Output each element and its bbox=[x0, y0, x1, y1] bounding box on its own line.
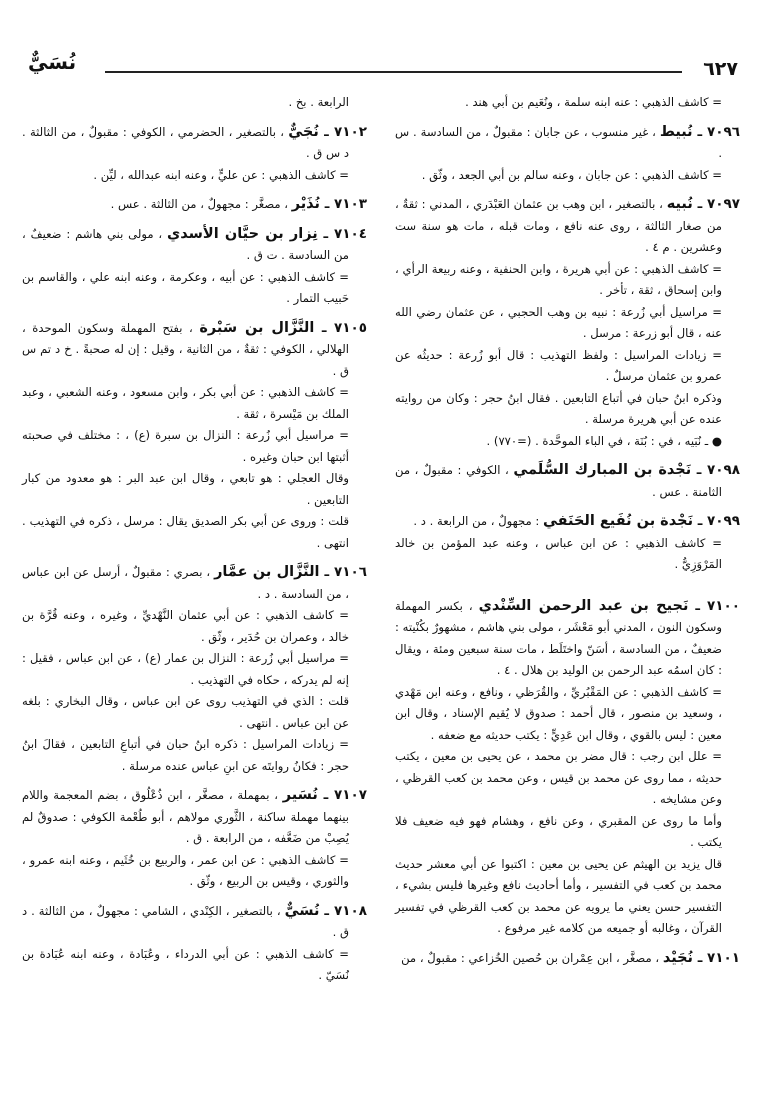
entry-number: ٧١٠٠ ـ bbox=[688, 597, 741, 614]
page-number: ٦٢٧ bbox=[703, 58, 738, 80]
entry-name: نُبيه bbox=[666, 196, 693, 212]
biography-entry bbox=[22, 122, 367, 165]
entry-number: ٧٠٩٨ ـ bbox=[691, 462, 740, 478]
entry-number: ٧١٠٢ ـ bbox=[318, 123, 367, 140]
entry-text: ، مصغَّر ، ابن عِمْران بن حُصين الخُزاعي : مقبولٌ ، من bbox=[401, 950, 663, 965]
entry-name: نُجَيْد bbox=[662, 949, 694, 966]
source-note: = كاشف الذهبي : عنه ابنه سلمة ، ونُعَيم بن أبي هند . bbox=[465, 95, 722, 109]
source-note: = كاشف الذهبي : عن أبي الدرداء ، وعُبَادة ، وعنه ابنه عُبَادة بن نُسَيّ . bbox=[22, 946, 349, 982]
entry-name: نِزار بن حيَّان الأسدي bbox=[166, 225, 318, 242]
entry-text: ، غير منسوب ، عن جابان : مقبولٌ ، من السادسة . س . bbox=[395, 124, 722, 160]
biography-entry bbox=[22, 785, 367, 850]
biography-entry bbox=[395, 948, 740, 970]
biography-entry bbox=[22, 224, 367, 267]
entry-name: نُذَيْر bbox=[291, 196, 321, 212]
source-note: = كاشف الذهبي : عن ابن عباس ، وعنه عبد المؤمن بن خالد المَرْوَزِيُّ . bbox=[395, 535, 722, 571]
biography-entry bbox=[395, 460, 740, 503]
source-note: = مراسيل أبي زُرعة : النزال بن عمار (ع) ، عن ابن عباس ، فقيل : إنه لم يدركه ، حكاه في التهذيب . bbox=[22, 651, 349, 687]
source-note: = كاشف الذهبي : عن جابان ، وعنه سالم بن أبي الجعد ، وثّق . bbox=[421, 167, 722, 182]
paragraph: قلت : وروى عن أبي بكر الصديق يقال : مرسل ، ذكره في التهذيب . انتهى . bbox=[22, 514, 349, 550]
source-note: = كاشف الذهبي : عن أبيه ، وعكرمة ، وعنه ابنه علي ، والقاسم بن حَبيب التمار . bbox=[22, 269, 349, 305]
entry-number: ٧١٠٨ ـ bbox=[319, 902, 367, 919]
source-note: = كاشف الذهبي : عن أبي هريرة ، وابن الحنفية ، وعنه ربيعة الرأي ، وابن إسحاق ، ثقة ، تأخر . bbox=[395, 261, 722, 297]
entry-name: نَجْدة بن المبارك السُّلَمي bbox=[513, 462, 692, 478]
entry-text: ، بالتصغير ، الكِنْدي ، الشامي : مجهولٌ ، من الثالثة . د ق . bbox=[22, 903, 349, 939]
source-note: = مراسيل أبي زُرعة : نبيه بن وهب الحجبي ، عن عثمان رضي الله عنه ، قال أبو زرعة : مرسل . bbox=[395, 304, 722, 340]
entry-name: نُسَير bbox=[282, 787, 318, 803]
paragraph: وقال العجلي : هو تابعي ، وقال ابن عبد البر : هو معدود من كبار التابعين . bbox=[22, 471, 349, 507]
right-column bbox=[395, 92, 740, 969]
paragraph: قلت : الذي في التهذيب روى عن ابن عباس ، وقال البخاري : بلغه عن ابن عباس . انتهى . bbox=[22, 694, 349, 730]
source-note: = زيادات المراسيل : ولفظ التهذيب : قال أبو زُرعة : حديثُه عن عمرو بن عثمان مرسلٌ . bbox=[395, 347, 722, 383]
entry-text: ، بمهملة ، مصغَّر ، ابن ذُعْلُوق ، بضم المعجمة واللام بينهما مهملة ساكنة ، الثَّوري مولاهم ، أبو طُعْمة الكوفي : صدوقٌ لم يُصِبْ من ضَعَّفه ، من الرابعة . ق . bbox=[22, 788, 349, 845]
source-note: = كاشف الذهبي : عن أبي عثمان النَّهْديِّ ، وغيره ، وعنه قُرَّة بن خالد ، وعمران بن حُدَير ، وثّق . bbox=[22, 608, 349, 644]
biography-entry bbox=[22, 318, 367, 383]
entry-text: ، بفتح المهملة وسكون الموحدة ، الهلالي ، الكوفي : ثقةٌ ، من الثانية ، وقيل : إن له صحبةً . خ د تم س ق . bbox=[22, 320, 349, 378]
entry-name: نُجَيٌّ bbox=[288, 123, 319, 140]
entry-number: ٧٠٩٦ ـ bbox=[692, 123, 740, 140]
source-note: = كاشف الذهبي : عن عليٍّ ، وعنه ابنه عبدالله ، ليِّن . bbox=[93, 167, 349, 182]
entry-number: ٧١٠٥ ـ bbox=[314, 319, 368, 336]
biography-entry bbox=[395, 194, 740, 259]
entry-text: ، بالتصغير ، الحضرمي ، الكوفي : مقبولٌ ، من الثالثة . د س ق . bbox=[22, 124, 349, 160]
entry-name: نُبيط bbox=[659, 123, 693, 140]
entry-number: ٧١٠١ ـ bbox=[693, 949, 740, 966]
entry-text: ، بكسر المهملة وسكون النون ، المدني أبو مَعْشَر ، مولى بني هاشم ، مشهورٌ بكُنْيته : ضعيفٌ ، من السادسة ، أسَنّ واختَلَط ، مات سنة سبعين ومئة ، ويقال : كان اسمُه عبد الرحمن بن الوليد بن هلال . ٤ . bbox=[395, 598, 722, 677]
source-note: = كاشف الذهبي : عن ابن عمر ، والربيع بن خُثَيم ، وعنه ابنه عمرو ، والثوري ، وقيس بن الربيع ، وثّق . bbox=[22, 852, 349, 888]
paragraph: الرابعة . بخ . bbox=[288, 95, 349, 109]
entry-number: ٧١٠٣ ـ bbox=[320, 196, 367, 212]
entry-name: النَّزَّال بن عمَّار bbox=[214, 564, 320, 580]
biography-entry bbox=[22, 562, 367, 605]
biography-entry bbox=[395, 596, 740, 682]
entry-text: ، مصغَّر : مجهولٌ ، من الثالثة . عس . bbox=[110, 197, 292, 211]
entry-number: ٧٠٩٧ ـ bbox=[692, 196, 740, 212]
biography-entry bbox=[395, 511, 740, 533]
biography-entry bbox=[22, 901, 367, 944]
entry-number: ٧١٠٦ ـ bbox=[319, 564, 367, 580]
source-note: = مراسيل أبي زُرعة : النزال بن سبرة (ع) ، : مختلف في صحبته أثبتها ابن حبان وغيره . bbox=[22, 428, 349, 464]
paragraph: وذكره ابنُ حبان في أتباع التابعين . فقال ابنُ حجر : وكان من روايته عنده عن أبي هريرة مرسلة . bbox=[395, 390, 722, 426]
source-note: = كاشف الذهبي : عن المَقْبُريِّ ، والقُرَظي ، ونافع ، وعنه ابن مَهْدي ، وسعيد بن منصور ، قال أحمد : صدوق لا يُقيم الإسناد ، وقال ابن معين : ليس بالقوي ، وقال ابن عَدِيٍّ : يكتب حديثه مع ضعفه . bbox=[395, 684, 722, 742]
paragraph: قال يزيد بن الهيثم عن يحيى بن معين : اكتبوا عن أبي معشر حديث محمد بن كعب في التفسير ، وأما أحاديث نافع وغيرها فليس بشيء ، التفسير حسن يعني ما يرويه عن محمد بن كعب القرظي في تفسير القرآن ، وغالبه أو جميعه من كلامه غير مرفوع . bbox=[395, 856, 722, 935]
entry-text: ، الكوفي : مقبولٌ ، من الثامنة . عس . bbox=[395, 463, 722, 499]
entry-name: نَجْدة بن نُفَيع الحَنَفي bbox=[542, 513, 694, 529]
entry-number: ٧٠٩٩ ـ bbox=[693, 513, 740, 529]
running-head: نُسَيٌّ bbox=[28, 50, 77, 74]
source-note: = زيادات المراسيل : ذكره ابنُ حبان في أتباعِ التابعين ، فقالَ ابنُ حجر : فكانُ روايتَه عن ابنِ عباس عنده مرسلة . bbox=[22, 737, 349, 773]
source-note: = علل ابن رجب : قال مضر بن محمد ، عن يحيى بن معين ، يكتب حديثه ، مما روى عن محمد بن قيس ، وعن محمد بن كعب القرظي ، وعن مشايخه . bbox=[395, 749, 722, 806]
entry-name: نُسَيٌّ bbox=[284, 902, 320, 919]
paragraph: وأما ما روى عن المقبري ، وعن نافع ، وهشام فهو فيه ضعيف فلا يكتب . bbox=[395, 813, 722, 849]
entry-text: : مجهولٌ ، من الرابعة . د . bbox=[413, 514, 543, 528]
entry-name: النَّزَّال بن سَبْرة bbox=[199, 319, 315, 336]
entry-text: ، بالتصغير ، ابن وهب بن عثمان العَبْدَري ، المدني : ثقةٌ ، من صغار الثالثة ، روى عنه نافع ، ومات قبله ، مات هو سنة ست وعشرين . م ٤ . bbox=[395, 197, 722, 254]
biography-entry bbox=[395, 122, 740, 165]
header-rule bbox=[105, 71, 682, 73]
entry-number: ٧١٠٧ ـ bbox=[317, 787, 367, 803]
entry-name: نَجيح بن عبد الرحمن السِّنْدي bbox=[478, 597, 689, 614]
entry-text: ، مولى بني هاشم : ضعيفٌ ، من السادسة . ت ق . bbox=[22, 226, 349, 262]
entry-text: ، بصري : مقبولٌ ، أرسل عن ابن عباس ، من السادسة . د . bbox=[22, 565, 349, 601]
biography-entry bbox=[22, 194, 367, 216]
entry-number: ٧١٠٤ ـ bbox=[317, 225, 367, 242]
paragraph: ● ـ نُبَيه ، في : بُنَة ، في الباء الموحَّدة . (=٧٧٠) . bbox=[486, 433, 722, 448]
left-column bbox=[22, 92, 367, 987]
source-note: = كاشف الذهبي : عن أبي بكر ، وابن مسعود ، وعنه الشعبي ، وعبد الملك بن مَيْسرة ، ثقة . bbox=[22, 385, 349, 421]
